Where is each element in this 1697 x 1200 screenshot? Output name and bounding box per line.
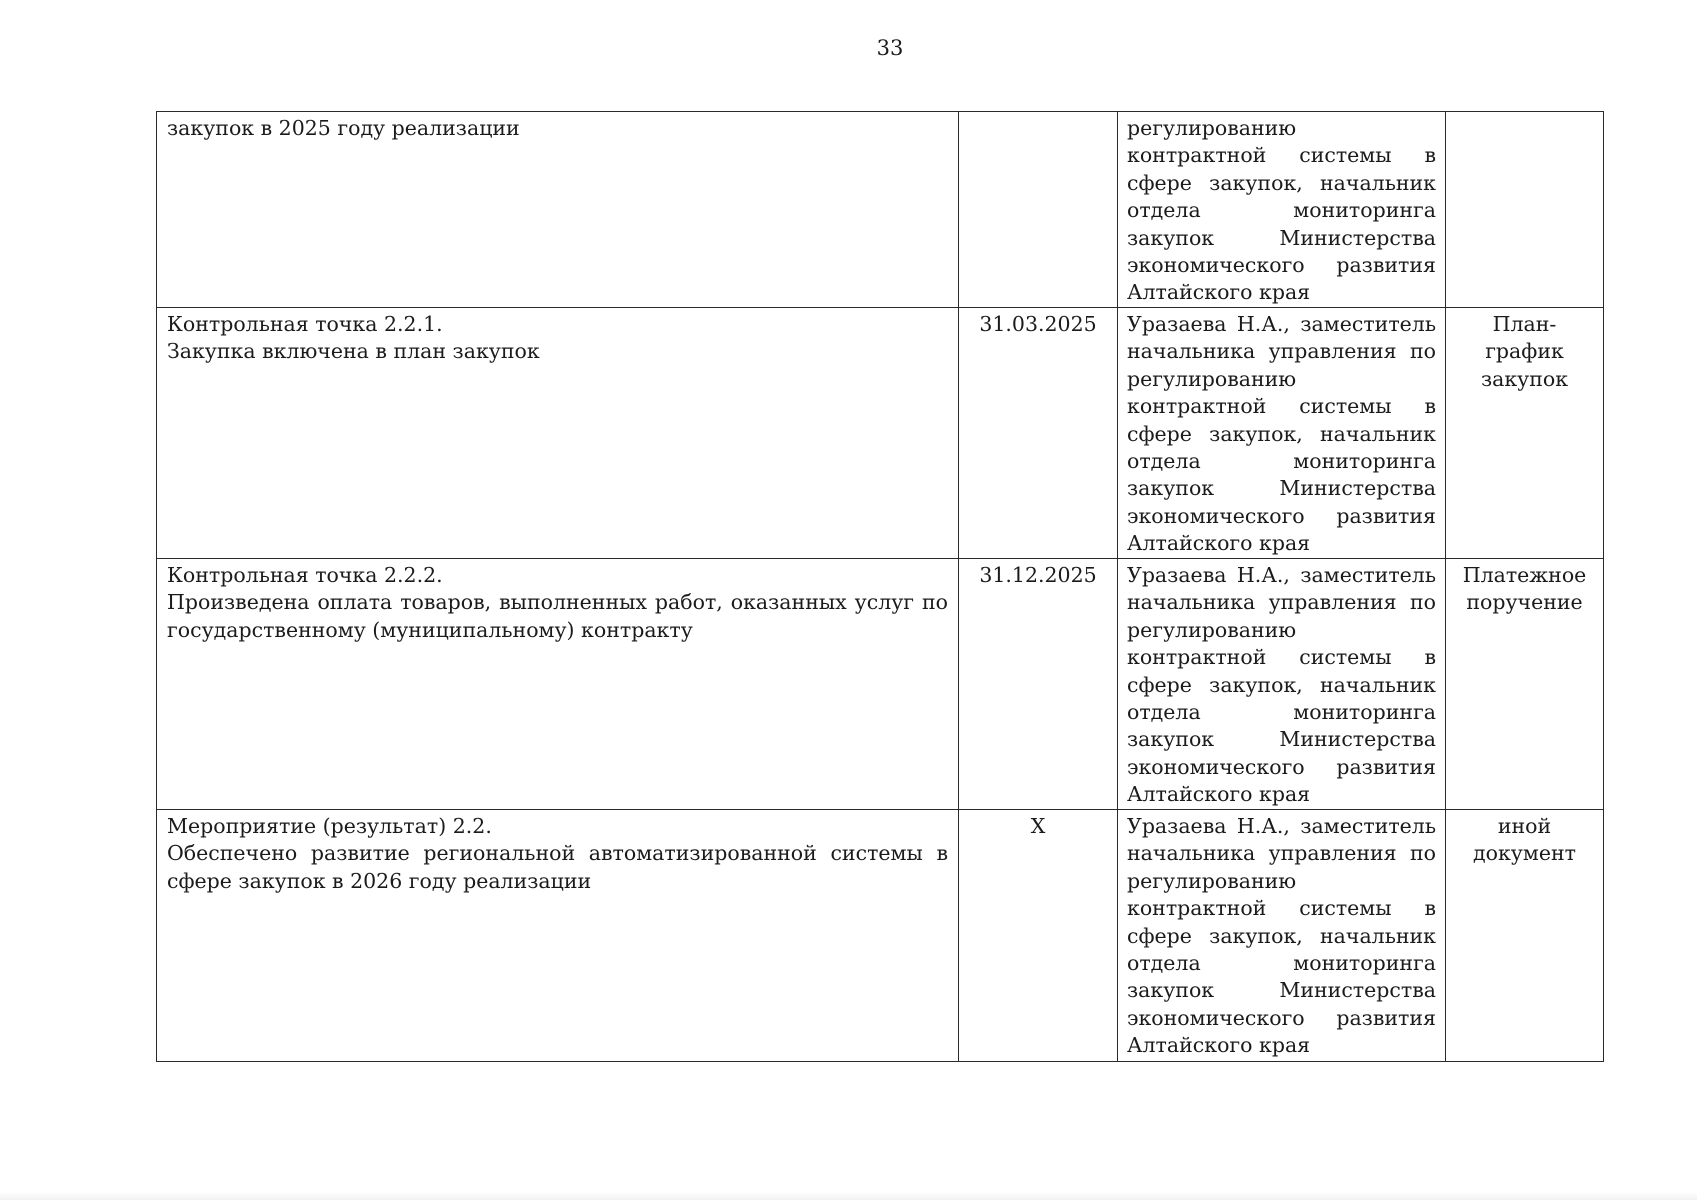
table-row (157, 308, 1604, 559)
responsible-cell: Уразаева Н.А., заместитель начальника управления по регулированию контрактной системы в сфере закупок, начальник отдела мониторинга закупок Министерства экономического развития Алтайского края (1118, 559, 1446, 810)
date-cell: 31.12.2025 (959, 559, 1118, 810)
responsible-cell: Уразаева Н.А., заместитель начальника управления по регулированию контрактной системы в сфере закупок, начальник отдела мониторинга закупок Министерства экономического развития Алтайского края (1118, 810, 1446, 1062)
date-cell (959, 112, 1118, 308)
result-cell: закупок в 2025 году реализации (157, 112, 959, 308)
document-cell: План-график закупок (1446, 308, 1604, 559)
table-row (157, 112, 1604, 308)
document-cell: Платежное поручение (1446, 559, 1604, 810)
scan-edge (0, 1192, 1697, 1200)
result-cell: Контрольная точка 2.2.1. Закупка включена в план закупок (157, 308, 959, 559)
date-cell: X (959, 810, 1118, 1062)
table-row (157, 559, 1604, 810)
page-number: 33 (876, 36, 904, 60)
table-row (157, 810, 1604, 1062)
document-cell (1446, 112, 1604, 308)
responsible-cell: Уразаева Н.А., заместитель начальника управления по регулированию контрактной системы в сфере закупок, начальник отдела мониторинга закупок Министерства экономического развития Алтайского края (1118, 308, 1446, 559)
date-cell: 31.03.2025 (959, 308, 1118, 559)
document-cell: иной документ (1446, 810, 1604, 1062)
plan-table (156, 111, 1604, 1062)
result-cell: Мероприятие (результат) 2.2. Обеспечено развитие региональной автоматизированной системы в сфере закупок в 2026 году реализации (157, 810, 959, 1062)
responsible-cell: регулированию контрактной системы в сфере закупок, начальник отдела мониторинга закупок Министерства экономического развития Алтайского края (1118, 112, 1446, 308)
result-cell: Контрольная точка 2.2.2. Произведена оплата товаров, выполненных работ, оказанных услуг по государственному (муниципальному) контракту (157, 559, 959, 810)
